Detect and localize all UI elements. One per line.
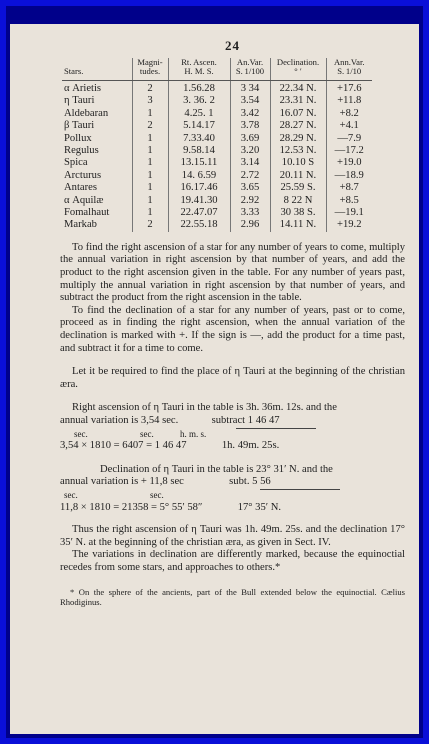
- header-magnitudes: [132, 58, 168, 81]
- cell-star: Arcturus: [64, 169, 102, 181]
- cell-star: η Tauri: [64, 95, 95, 107]
- cell-dec: 23.31 N.: [270, 95, 326, 107]
- cell-star: α Arietis: [64, 83, 102, 94]
- cell-ra: 22.55.18: [168, 219, 230, 231]
- cell-dec: 28.27 N.: [270, 120, 326, 132]
- calc-ra-line3: [60, 440, 405, 453]
- cell-ann: +19.2: [326, 219, 372, 231]
- paragraph-result: Thus the right ascension of η Tauri was 1h. 49m. 25s. and the declination 17° 35′ N. at the beginning of the christian æra, as given in Sect. IV.: [60, 524, 405, 548]
- cell-star: Fomalhaut: [64, 207, 110, 219]
- cell-ann: —18.9: [326, 170, 372, 182]
- calc-ra-unit-b: sec.: [140, 428, 154, 439]
- cell-var: 3.33: [230, 207, 270, 219]
- cell-ra: 5.14.17: [168, 120, 230, 132]
- calc-ra-unit-a: sec.: [74, 428, 88, 439]
- cell-dec: 20.11 N.: [270, 170, 326, 182]
- cell-star: Aldebaran: [64, 107, 109, 119]
- cell-dec: 30 38 S.: [270, 207, 326, 219]
- cell-var: 2.72: [230, 170, 270, 182]
- calc-dec-unit-b: sec.: [150, 489, 164, 500]
- cell-star: β Tauri: [64, 120, 95, 132]
- header-ra-bottom: H. M. S.: [184, 66, 214, 76]
- cell-var: 3.54: [230, 95, 270, 107]
- calc-dec-product: 11,8 × 1810 = 21358 = 5° 55′ 58″: [60, 501, 203, 513]
- calc-ra-product: 3,54 × 1810 = 6407 = 1 46 47: [60, 440, 187, 452]
- cell-var: 3.78: [230, 120, 270, 132]
- table-row: [62, 108, 372, 120]
- calc-ra-variation: annual variation is 3,54 sec.: [60, 415, 179, 426]
- cell-var: 3 34: [230, 81, 270, 96]
- cell-mag: 2: [132, 120, 168, 132]
- cell-ann: —17.2: [326, 145, 372, 157]
- table-row: [62, 195, 372, 207]
- cell-ra: 19.41.30: [168, 195, 230, 207]
- header-annual-variation: [230, 58, 270, 81]
- table-row: [62, 207, 372, 219]
- table-row: [62, 120, 372, 132]
- calc-ra-line1: Right ascension of η Tauri in the table is 3h. 36m. 12s. and the: [72, 402, 337, 414]
- paragraph-declination: To find the declination of a star for any number of years, past or to come, proceed as in finding the right ascension, when the annual variation of the declination is marked with +. If the sign is —, add the product for a time past, and subtract it for a time to come.: [60, 304, 405, 354]
- closing-text: [60, 524, 405, 574]
- cell-mag: 2: [132, 81, 168, 96]
- cell-mag: 1: [132, 182, 168, 194]
- calc-dec-variation: annual variation is + 11,8 sec: [60, 476, 184, 488]
- header-var-bottom: S. 1/100: [235, 66, 265, 76]
- cell-ann: —7.9: [326, 133, 372, 145]
- cell-ra: 13.15.11: [168, 157, 230, 169]
- calculation-right-ascension: [60, 402, 405, 452]
- cell-star: Spica: [64, 157, 88, 169]
- header-dec-bottom: ° ′: [294, 66, 302, 76]
- footnote: [60, 587, 405, 608]
- header-declination: [270, 58, 326, 81]
- calc-ra-result: 1h. 49m. 25s.: [221, 440, 280, 452]
- cell-ann: +8.5: [326, 195, 372, 207]
- cell-var: 2.92: [230, 195, 270, 207]
- calc-dec-line1: Declination of η Tauri in the table is 23° 31′ N. and the: [100, 463, 333, 475]
- calc-ra-subtract: subtract 1 46 47: [211, 415, 280, 426]
- header-ra-top: Rt. Ascen.: [181, 57, 217, 67]
- cell-dec: 14.11 N.: [270, 219, 326, 231]
- cell-mag: 1: [132, 157, 168, 169]
- header-var-top: An.Var.: [236, 57, 264, 67]
- cell-mag: 3: [132, 95, 168, 107]
- cell-dec: 16.07 N.: [270, 108, 326, 120]
- header-stars: Stars.: [62, 58, 132, 81]
- cell-star: Antares: [64, 182, 97, 194]
- cell-dec: 22.34 N.: [270, 81, 326, 96]
- cell-ra: 7.33.40: [168, 133, 230, 145]
- calc-ra-line2: [60, 415, 405, 428]
- cell-mag: 1: [132, 195, 168, 207]
- cell-ra: 1.56.28: [168, 81, 230, 96]
- cell-var: 3.14: [230, 157, 270, 169]
- cell-ra: 16.17.46: [168, 182, 230, 194]
- paragraph-variations: The variations in declination are differently marked, because the equinoctial recedes from some stars, and approaches to others.*: [60, 549, 405, 573]
- calc-dec-rule: [260, 489, 340, 502]
- cell-ann: +19.0: [326, 157, 372, 169]
- table-row: [62, 182, 372, 194]
- cell-star: Regulus: [64, 145, 99, 157]
- table-row: [62, 145, 372, 157]
- table-row: [62, 157, 372, 169]
- calc-dec-unit-a: sec.: [64, 489, 78, 500]
- cell-ra: 4.25. 1: [168, 108, 230, 120]
- calc-dec-subtract: subt. 5 56: [229, 476, 271, 488]
- cell-ra: 9.58.14: [168, 145, 230, 157]
- header-ann-bottom: S. 1/10: [337, 66, 362, 76]
- cell-dec: 25.59 S.: [270, 182, 326, 194]
- calc-dec-line3: [60, 502, 405, 515]
- cell-dec: 12.53 N.: [270, 145, 326, 157]
- book-page: [10, 24, 419, 734]
- cell-mag: 2: [132, 219, 168, 231]
- page-number: 24: [225, 38, 240, 53]
- table-row: [62, 170, 372, 182]
- cell-ra: 22.47.07: [168, 207, 230, 219]
- calc-ra-rule: [236, 428, 316, 441]
- page-frame: [6, 6, 423, 738]
- paragraph-right-ascension: To find the right ascension of a star for any number of years to come, multiply the annual variation in right ascension by that number of years, and add the product to the right ascension given in the table. For any number of years past, multiply the annual variation in right ascension by that number of years, and subtract the product from the right ascension in the table.: [60, 241, 405, 304]
- footnote-text: * On the sphere of the ancients, part of the Bull extended below the equinoctial. Cælius Rhodiginus.: [60, 586, 405, 607]
- cell-ann: —19.1: [326, 207, 372, 219]
- instructions-text: [60, 242, 405, 392]
- cell-star: α Aquilæ: [64, 194, 104, 206]
- cell-ann: +11.8: [326, 95, 372, 107]
- header-ann-top: Ann.Var.: [333, 57, 365, 67]
- calc-dec-result: 17° 35′ N.: [237, 501, 282, 513]
- cell-var: 3.69: [230, 133, 270, 145]
- cell-var: 3.20: [230, 145, 270, 157]
- star-table: [62, 58, 372, 232]
- cell-ann: +8.7: [326, 182, 372, 194]
- cell-mag: 1: [132, 145, 168, 157]
- cell-ann: +17.6: [326, 81, 372, 96]
- cell-mag: 1: [132, 108, 168, 120]
- calc-dec-line2: [60, 476, 405, 489]
- cell-star: Markab: [64, 219, 97, 231]
- calc-ra-unit-c: h. m. s.: [180, 428, 207, 439]
- paragraph-example: Let it be required to find the place of η Tauri at the beginning of the christian æra.: [60, 366, 405, 390]
- cell-mag: 1: [132, 207, 168, 219]
- cell-ra: 3. 36. 2: [168, 95, 230, 107]
- cell-ra: 14. 6.59: [168, 170, 230, 182]
- table-row: [62, 219, 372, 231]
- cell-ann: +8.2: [326, 108, 372, 120]
- cell-mag: 1: [132, 133, 168, 145]
- header-ann-variation: [326, 58, 372, 81]
- table-header-row: [62, 58, 372, 81]
- header-dec-top: Declination.: [276, 57, 320, 67]
- table-row: [62, 81, 372, 96]
- calc-ra-units: [60, 428, 405, 441]
- table-row: [62, 95, 372, 107]
- cell-var: 3.42: [230, 108, 270, 120]
- header-right-ascension: [168, 58, 230, 81]
- cell-ann: +4.1: [326, 120, 372, 132]
- cell-var: 3.65: [230, 182, 270, 194]
- header-magnitudes-label: Magni- tudes.: [137, 57, 163, 76]
- calc-dec-units: [60, 489, 405, 502]
- star-table-body: [62, 81, 372, 232]
- cell-star: Pollux: [64, 132, 92, 144]
- cell-dec: 28.29 N.: [270, 133, 326, 145]
- cell-var: 2.96: [230, 219, 270, 231]
- cell-mag: 1: [132, 170, 168, 182]
- calculation-declination: [60, 464, 405, 514]
- cell-dec: 10.10 S: [270, 157, 326, 169]
- cell-dec: 8 22 N: [270, 195, 326, 207]
- table-row: [62, 133, 372, 145]
